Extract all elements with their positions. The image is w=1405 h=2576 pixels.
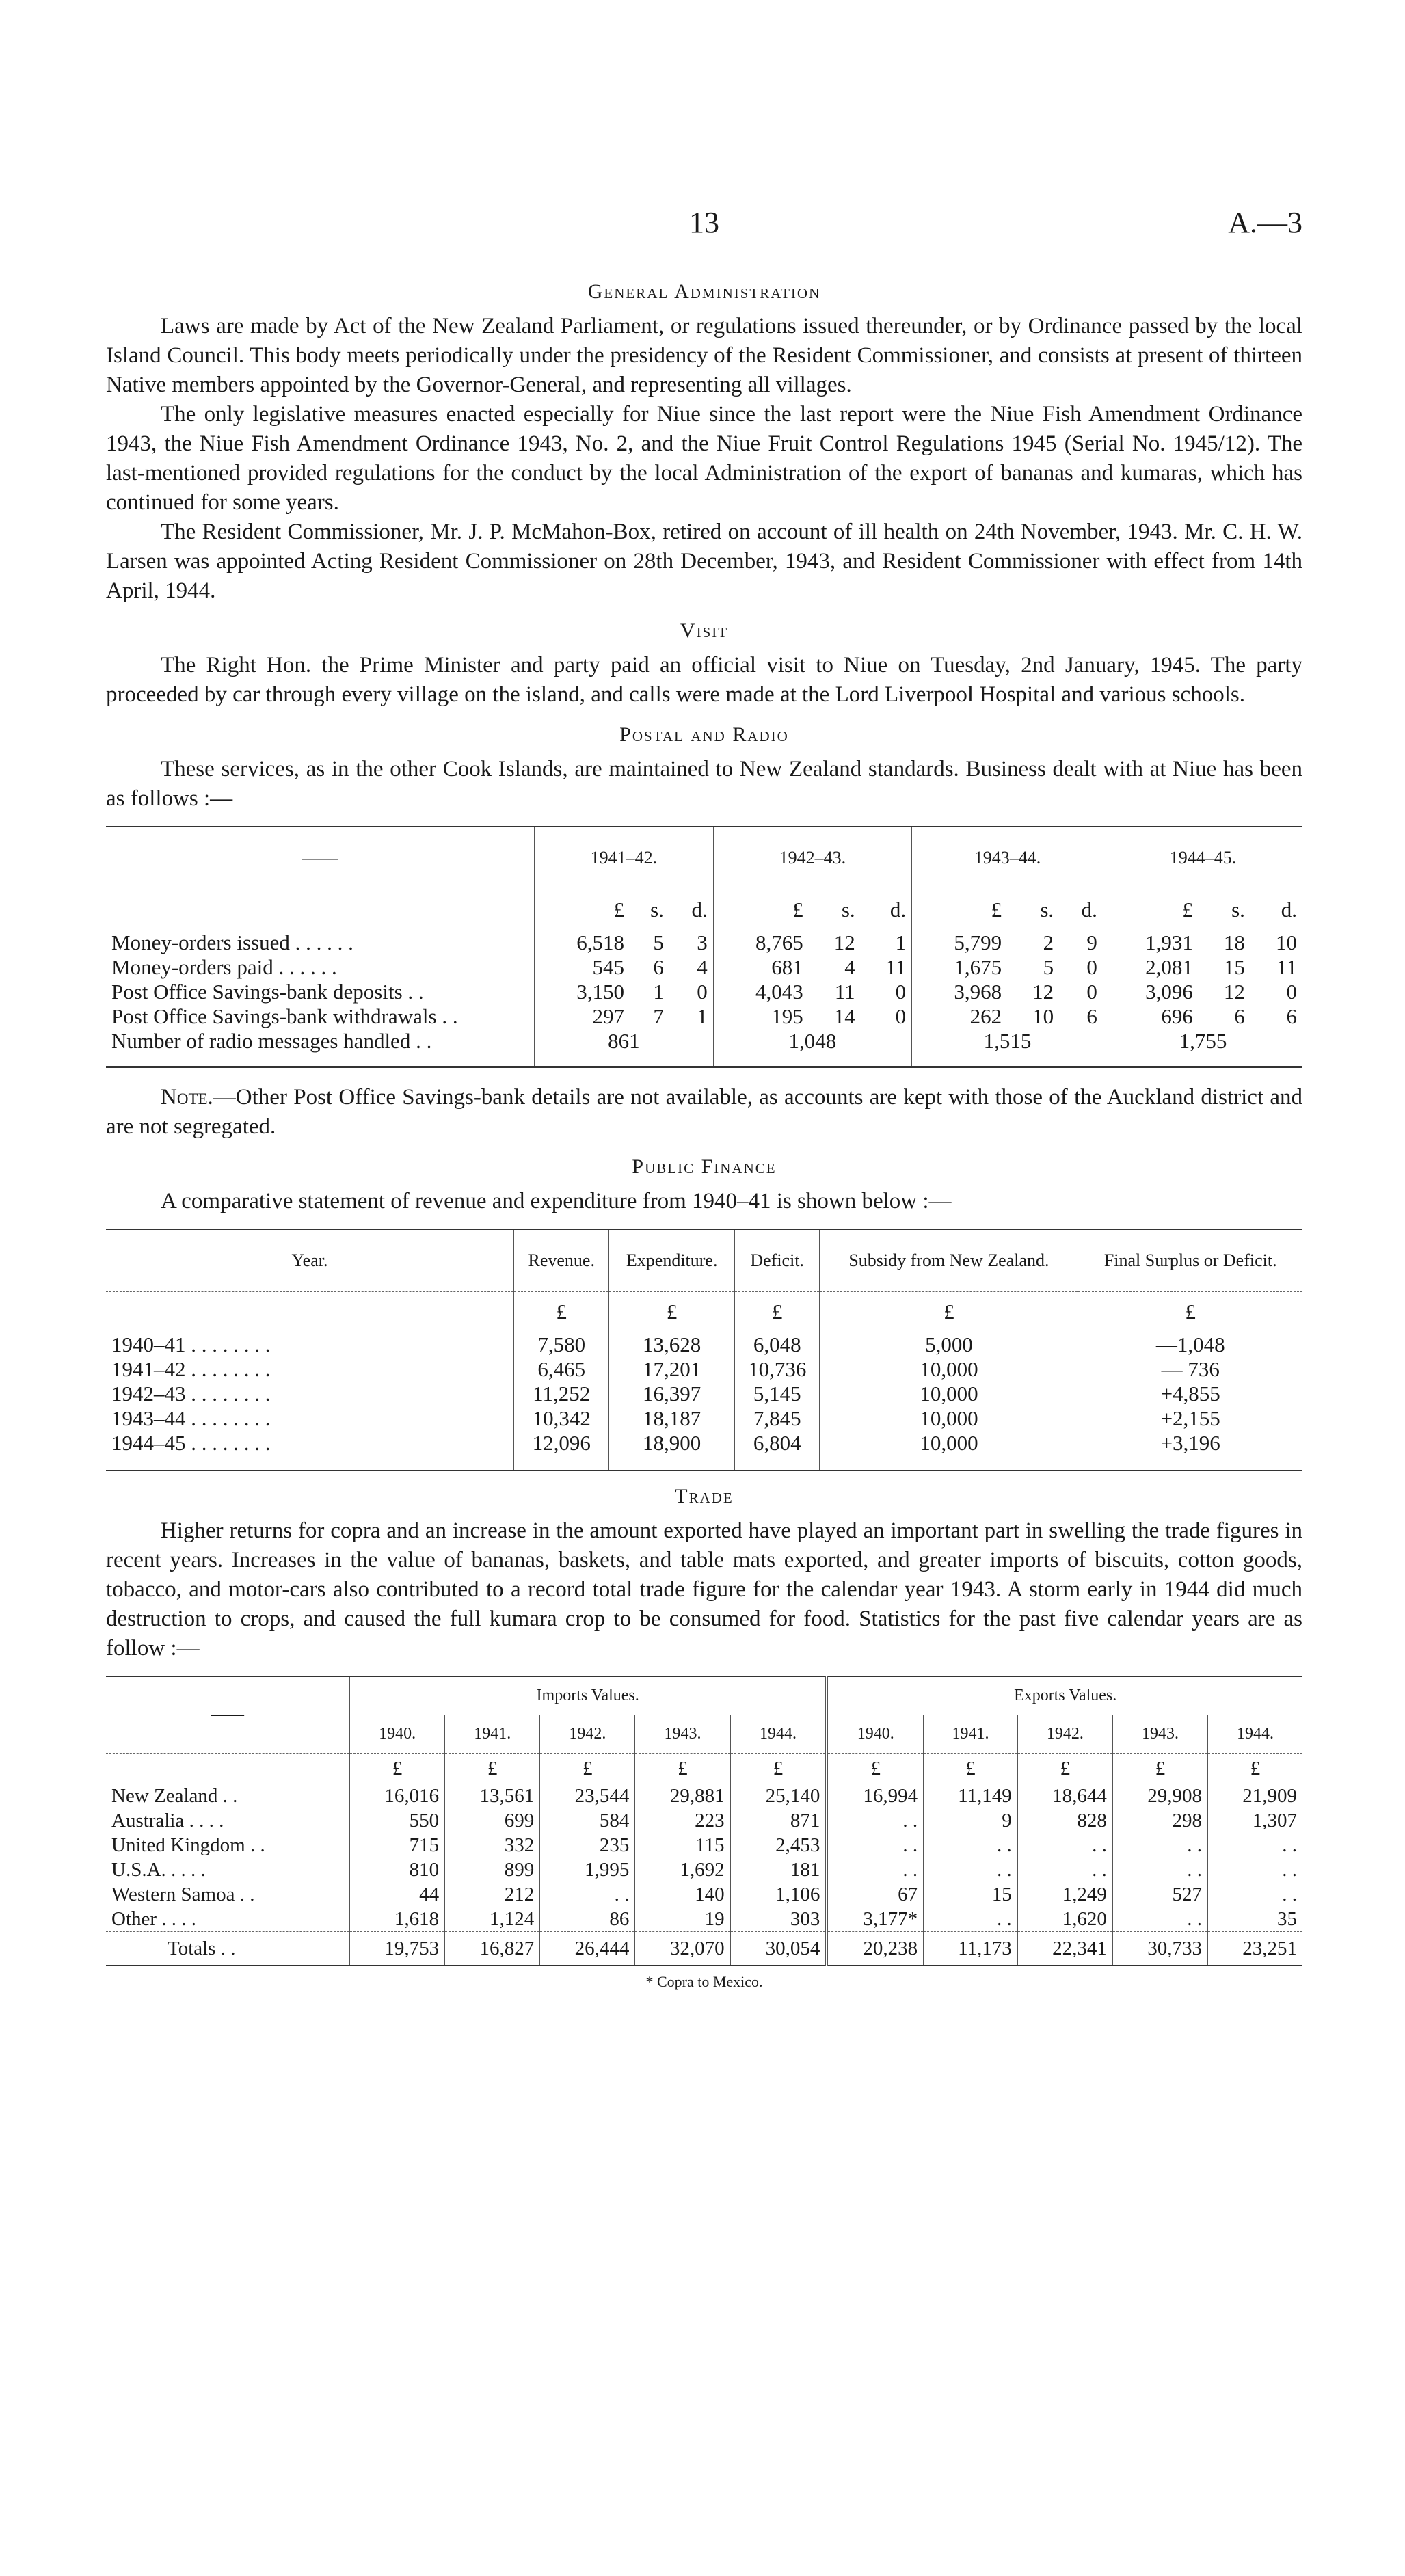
unit-label: £ [912,889,1007,930]
table-cell: 1,675 [912,955,1007,980]
table-cell: 15 [1223,954,1245,979]
unit-label: £ [820,1291,1078,1332]
table-cell: 18 [1223,930,1245,954]
table-cell: 44 [350,1882,445,1907]
column-header: Subsidy from New Zealand. [820,1229,1078,1292]
unit-label: s. [1040,897,1054,922]
table-row [106,1382,1302,1406]
table-cell: 9 [1086,930,1097,954]
unit-label: £ [1103,889,1198,930]
table-cell: 0 [895,979,907,1004]
table-cell: 2,081 [1103,955,1198,980]
note-text: —Other Post Office Savings-bank details are not available, as accounts are kept with those of the Auckland district and are not segregated. [106,1084,1302,1139]
table-cell: 298 [1112,1808,1207,1833]
leader-dots: . . [239,1883,255,1905]
table-row [106,930,1302,955]
row-label-cell [106,1808,350,1833]
table-cell: 1,106 [730,1882,827,1907]
table-cell: 6,518 [535,930,630,955]
paragraph: A comparative statement of revenue and expenditure from 1940–41 is shown below :— [161,1188,952,1213]
table-cell: 6 [1086,1004,1097,1028]
unit-label: d. [889,897,907,922]
unit-label: £ [445,1754,540,1784]
table-cell: 10,342 [514,1406,609,1431]
table-cell: . . [924,1857,1018,1882]
table-cell: 23,251 [1208,1931,1302,1965]
table-cell: 715 [350,1833,445,1857]
table-cell: +2,155 [1078,1406,1302,1431]
column-header: 1941–42. [535,827,714,889]
heading-visit: Visit [680,619,729,642]
row-label-cell [106,1406,514,1431]
units-row [106,1754,1302,1784]
unit-label: £ [713,889,808,930]
table-cell: 19 [635,1907,730,1932]
table-cell: 6 [1234,1004,1245,1028]
table-cell: 3,150 [535,980,630,1004]
row-label: Post Office Savings-bank deposits [111,979,403,1004]
leader-dots: . . . . . . [278,954,337,979]
leader-dots: . . [250,1834,265,1856]
table-cell: +3,196 [1078,1431,1302,1455]
table-cell: . . [827,1833,923,1857]
unit-label: £ [350,1754,445,1784]
table-cell: 140 [635,1882,730,1907]
table-row [106,1004,1302,1029]
table-cell: 12,096 [514,1431,609,1455]
table-cell: 5 [653,930,664,954]
table-cell: 3,096 [1103,980,1198,1004]
table-row [106,1357,1302,1382]
table-cell: 10 [1032,1004,1054,1028]
table-cell: 10 [1276,930,1297,954]
row-label-cell [106,1332,514,1357]
finance-table [106,1229,1302,1472]
table-cell: 6,465 [514,1357,609,1382]
row-label: Western Samoa [111,1883,235,1905]
table-cell: . . [827,1808,923,1833]
column-header: 1943. [635,1715,730,1754]
table-cell: 11 [1276,954,1297,979]
table-cell: . . [1112,1857,1207,1882]
row-label: 1943–44 [111,1406,186,1430]
row-label: 1942–43 [111,1382,186,1406]
table-cell: 10,736 [734,1357,820,1382]
column-header: 1941. [924,1715,1018,1754]
exports-header: Exports Values. [827,1676,1302,1715]
column-header: Final Surplus or Deficit. [1078,1229,1302,1292]
table-cell: 19,753 [350,1931,445,1965]
table-corner: —— [106,1676,350,1754]
leader-dots: . . . . [189,1809,224,1832]
table-row [106,1882,1302,1907]
table-row [106,1907,1302,1932]
table-cell: 26,444 [540,1931,635,1965]
paragraph: Laws are made by Act of the New Zealand Parliament, or regulations issued thereunder, or by Ordinance passed by the local Island Council. This body meets periodically under the presidency of the Resident Commissioner, and consists at present of thirteen Native members appointed by the Governor-General, and representing all villages. [106,314,1302,397]
table-cell: 13,561 [445,1784,540,1808]
table-cell: 1,124 [445,1907,540,1932]
table-cell: 1,755 [1103,1029,1302,1054]
table-cell: 14 [833,1004,855,1028]
table-cell: 681 [713,955,808,980]
table-cell: 4 [697,954,708,979]
unit-label: £ [734,1291,820,1332]
table-cell: 1,995 [540,1857,635,1882]
table-cell: 297 [535,1004,630,1029]
table-cell: —1,048 [1078,1332,1302,1357]
leader-dots: . . [407,979,424,1004]
column-header: Deficit. [734,1229,820,1292]
unit-label: £ [1017,1754,1112,1784]
table-cell: 10,000 [820,1357,1078,1382]
unit-label: s. [1231,897,1245,922]
postal-table [106,826,1302,1068]
table-cell: +4,855 [1078,1382,1302,1406]
table-cell: 550 [350,1808,445,1833]
table-cell: 30,054 [730,1931,827,1965]
table-cell: 828 [1017,1808,1112,1833]
table-cell: 4,043 [713,980,808,1004]
unit-label: d. [1081,897,1097,922]
row-label: United Kingdom [111,1834,245,1856]
paragraph: The Right Hon. the Prime Minister and party paid an official visit to Niue on Tuesday, 2nd January, 1945. The party proceeded by car through every village on the island, and calls were made at the Lord Liverpool Hospital and various schools. [106,653,1302,707]
table-cell: 7 [653,1004,664,1028]
leader-dots: . . . . [171,1858,206,1881]
table-cell: 861 [535,1029,714,1054]
table-row [106,1857,1302,1882]
column-header: Year. [106,1229,514,1292]
unit-label: £ [1208,1754,1302,1784]
table-cell: 235 [540,1833,635,1857]
table-cell: 86 [540,1907,635,1932]
table-cell: 0 [1086,954,1097,979]
unit-label: £ [730,1754,827,1784]
table-cell: 10,000 [820,1382,1078,1406]
column-header: 1942. [540,1715,635,1754]
table-cell: 11,173 [924,1931,1018,1965]
paragraph: Higher returns for copra and an increase in the amount exported have played an important part in swelling the trade figures in recent years. Increases in the value of bananas, baskets, and table mats exported, and greater imports of biscuits, cotton goods, tobacco, and motor-cars also contributed to a record total trade figure for the calendar year 1943. A storm early in 1944 did much destruction to crops, and caused the full kumara crop to be consumed for food. Statistics for the past five calendar years are as follow :— [106,1518,1302,1661]
table-cell: 5,000 [820,1332,1078,1357]
table-cell: 7,580 [514,1332,609,1357]
table-cell: 2,453 [730,1833,827,1857]
leader-dots: . . . . [161,1907,197,1930]
table-cell: 527 [1112,1882,1207,1907]
table-row [106,1406,1302,1431]
table-cell: 16,827 [445,1931,540,1965]
table-cell: — 736 [1078,1357,1302,1382]
leader-dots: . . . . . . . . [191,1406,271,1430]
totals-row [106,1931,1302,1965]
table-cell: 545 [535,955,630,980]
table-cell: 18,644 [1017,1784,1112,1808]
row-label-cell [106,1357,514,1382]
table-cell: 3,968 [912,980,1007,1004]
row-label-cell [106,980,535,1004]
row-label-cell [106,1431,514,1455]
note-paragraph [106,1083,1302,1142]
unit-label: £ [827,1754,923,1784]
table-cell: 6 [653,954,664,979]
table-cell: 0 [1086,979,1097,1004]
unit-label: d. [1281,897,1297,922]
table-cell: 181 [730,1857,827,1882]
spacer-cell [106,1754,350,1784]
table-cell: 212 [445,1882,540,1907]
table-cell: 1,618 [350,1907,445,1932]
table-cell: 871 [730,1808,827,1833]
row-label: Number of radio messages handled [111,1028,411,1053]
table-cell: 9 [924,1808,1018,1833]
row-label: 1940–41 [111,1332,186,1356]
table-cell: 20,238 [827,1931,923,1965]
row-label-cell [106,1833,350,1857]
table-cell: 584 [540,1808,635,1833]
table-cell: . . [924,1833,1018,1857]
leader-dots: . . [442,1004,458,1028]
leader-dots: . . . . . . [295,930,353,954]
heading-trade: Trade [675,1485,734,1507]
table-row [106,1833,1302,1857]
leader-dots: . . . . . . . . [191,1431,271,1455]
table-cell: 18,900 [609,1431,734,1455]
table-cell: . . [1017,1857,1112,1882]
table-cell: . . [827,1857,923,1882]
table-cell: 3 [697,930,708,954]
column-header: 1940. [827,1715,923,1754]
column-header: 1940. [350,1715,445,1754]
table-cell: 16,016 [350,1784,445,1808]
table-row [106,980,1302,1004]
unit-label: £ [924,1754,1018,1784]
unit-label: s. [650,897,664,922]
table-cell: 12 [1223,979,1245,1004]
table-cell: 810 [350,1857,445,1882]
column-header: 1943. [1112,1715,1207,1754]
table-cell: 1,931 [1103,930,1198,955]
table-cell: 115 [635,1833,730,1857]
document-reference: A.—3 [1228,206,1302,239]
unit-label: £ [1112,1754,1207,1784]
row-label-cell [106,1784,350,1808]
leader-dots: . . . . . . . . [191,1382,271,1406]
row-label: Post Office Savings-bank withdrawals [111,1004,437,1028]
table-cell: 3,177* [827,1907,923,1932]
table-cell: 30,733 [1112,1931,1207,1965]
table-cell: 29,881 [635,1784,730,1808]
table-cell: 11,252 [514,1382,609,1406]
table-cell: 25,140 [730,1784,827,1808]
table-row [106,1332,1302,1357]
table-cell: 223 [635,1808,730,1833]
table-cell: 22,341 [1017,1931,1112,1965]
table-cell: 332 [445,1833,540,1857]
table-cell: 1 [697,1004,708,1028]
table-cell: 699 [445,1808,540,1833]
table-corner: —— [106,827,535,889]
table-cell: 4 [844,954,855,979]
table-cell: 32,070 [635,1931,730,1965]
table-cell: 0 [697,979,708,1004]
trade-table [106,1676,1302,1966]
table-cell: . . [1112,1833,1207,1857]
row-label-cell [106,1857,350,1882]
table-cell: 16,397 [609,1382,734,1406]
paragraph: The only legislative measures enacted especially for Niue since the last report were the Niue Fish Amendment Ordinance 1943, the Niue Fish Amendment Ordinance 1943, No. 2, and the Niue Fruit Control Regulations 1945 (Serial No. 1945/12). The last-mentioned provided regulations for the conduct by the local Administration of the export of bananas and kumaras, which has continued for some years. [106,402,1302,515]
table-cell: 8,765 [713,930,808,955]
table-cell: 12 [833,930,855,954]
heading-public-finance: Public Finance [632,1155,777,1178]
table-cell: 11 [834,979,855,1004]
row-label: Money-orders issued [111,930,290,954]
table-cell: 35 [1208,1907,1302,1932]
table-cell: 21,909 [1208,1784,1302,1808]
leader-dots: . . . . . . . . [191,1357,271,1381]
leader-dots: . . [220,1937,236,1959]
table-cell: 1 [895,930,907,954]
row-label: New Zealand [111,1784,218,1807]
unit-label: £ [514,1291,609,1332]
units-row [106,889,1302,930]
table-cell: 13,628 [609,1332,734,1357]
table-cell: 12 [1032,979,1054,1004]
table-row [106,1808,1302,1833]
table-cell: 10,000 [820,1431,1078,1455]
table-cell: . . [1208,1833,1302,1857]
table-cell: 1,620 [1017,1907,1112,1932]
column-header: 1941. [445,1715,540,1754]
heading-general-administration: General Administration [587,280,821,303]
row-label-cell [106,1382,514,1406]
column-header: 1942–43. [713,827,911,889]
paragraph: The Resident Commissioner, Mr. J. P. McMahon-Box, retired on account of ill health on 24th November, 1943. Mr. C. H. W. Larsen was appointed Acting Resident Commissioner on 28th December, 1943, and Resident Commissioner with effect from 14th April, 1944. [106,520,1302,603]
row-label: Other [111,1907,157,1930]
table-cell: 16,994 [827,1784,923,1808]
units-row [106,1291,1302,1332]
table-cell: 7,845 [734,1406,820,1431]
table-cell: 195 [713,1004,808,1029]
table-cell: 5,799 [912,930,1007,955]
table-cell: 1,692 [635,1857,730,1882]
table-cell: . . [1017,1833,1112,1857]
table-cell: 899 [445,1857,540,1882]
column-header: 1943–44. [912,827,1103,889]
table-cell: 6 [1286,1004,1297,1028]
leader-dots: . . . . . . . . [191,1332,271,1356]
paragraph: These services, as in the other Cook Islands, are maintained to New Zealand standards. Business dealt with at Niue has been as follows :— [106,757,1302,811]
table-cell: 1,048 [713,1029,911,1054]
table-cell: . . [1112,1907,1207,1932]
row-label: 1944–45 [111,1431,186,1455]
table-cell: 1,307 [1208,1808,1302,1833]
leader-dots: . . [222,1784,238,1807]
row-label-cell [106,1004,535,1029]
table-cell: 18,187 [609,1406,734,1431]
table-cell: 303 [730,1907,827,1932]
unit-label: £ [535,889,630,930]
row-label: Australia [111,1809,185,1832]
leader-dots: . . [416,1028,432,1053]
column-header: Expenditure. [609,1229,734,1292]
unit-label: £ [609,1291,734,1332]
row-label: Money-orders paid [111,954,273,979]
table-cell: 262 [912,1004,1007,1029]
row-label: U.S.A. [111,1858,166,1881]
table-row [106,955,1302,980]
document-page [106,205,1302,1991]
unit-label: s. [841,897,855,922]
table-cell: 11 [885,954,907,979]
unit-label: £ [635,1754,730,1784]
table-cell: 11,149 [924,1784,1018,1808]
row-label-cell [106,955,535,980]
heading-postal-radio: Postal and Radio [619,723,789,746]
unit-label: d. [691,897,708,922]
table-cell: 6,048 [734,1332,820,1357]
table-cell: 0 [895,1004,907,1028]
table-cell: 1,249 [1017,1882,1112,1907]
column-header: Revenue. [514,1229,609,1292]
column-header: 1944. [1208,1715,1302,1754]
table-cell: 17,201 [609,1357,734,1382]
table-cell: 1,515 [912,1029,1103,1054]
page-header [106,205,1302,267]
row-label: Totals [168,1937,216,1959]
imports-header: Imports Values. [350,1676,827,1715]
unit-label: £ [540,1754,635,1784]
page-number: 13 [689,206,719,239]
table-cell: 15 [924,1882,1018,1907]
table-cell: 5 [1043,954,1054,979]
row-label: 1941–42 [111,1357,186,1381]
row-label-cell [106,930,535,955]
column-header: 1942. [1017,1715,1112,1754]
table-row [106,1431,1302,1455]
table-cell: . . [924,1907,1018,1932]
table-cell: 1 [653,979,664,1004]
table-cell: 10,000 [820,1406,1078,1431]
footnote: * Copra to Mexico. [645,1973,763,1990]
table-cell: 2 [1043,930,1054,954]
note-label: Note. [161,1084,213,1110]
table-cell: 696 [1103,1004,1198,1029]
column-header: 1944–45. [1103,827,1302,889]
table-cell: 29,908 [1112,1784,1207,1808]
table-cell: 23,544 [540,1784,635,1808]
table-row [106,1029,1302,1054]
table-cell: . . [1208,1857,1302,1882]
column-header: 1944. [730,1715,827,1754]
table-cell: . . [540,1882,635,1907]
table-row [106,1784,1302,1808]
table-cell: 67 [827,1882,923,1907]
row-label-cell [106,1882,350,1907]
table-cell: 5,145 [734,1382,820,1406]
row-label-cell [106,1907,350,1932]
unit-label: £ [1078,1291,1302,1332]
table-cell: 0 [1286,979,1297,1004]
table-cell: . . [1208,1882,1302,1907]
table-cell: 6,804 [734,1431,820,1455]
